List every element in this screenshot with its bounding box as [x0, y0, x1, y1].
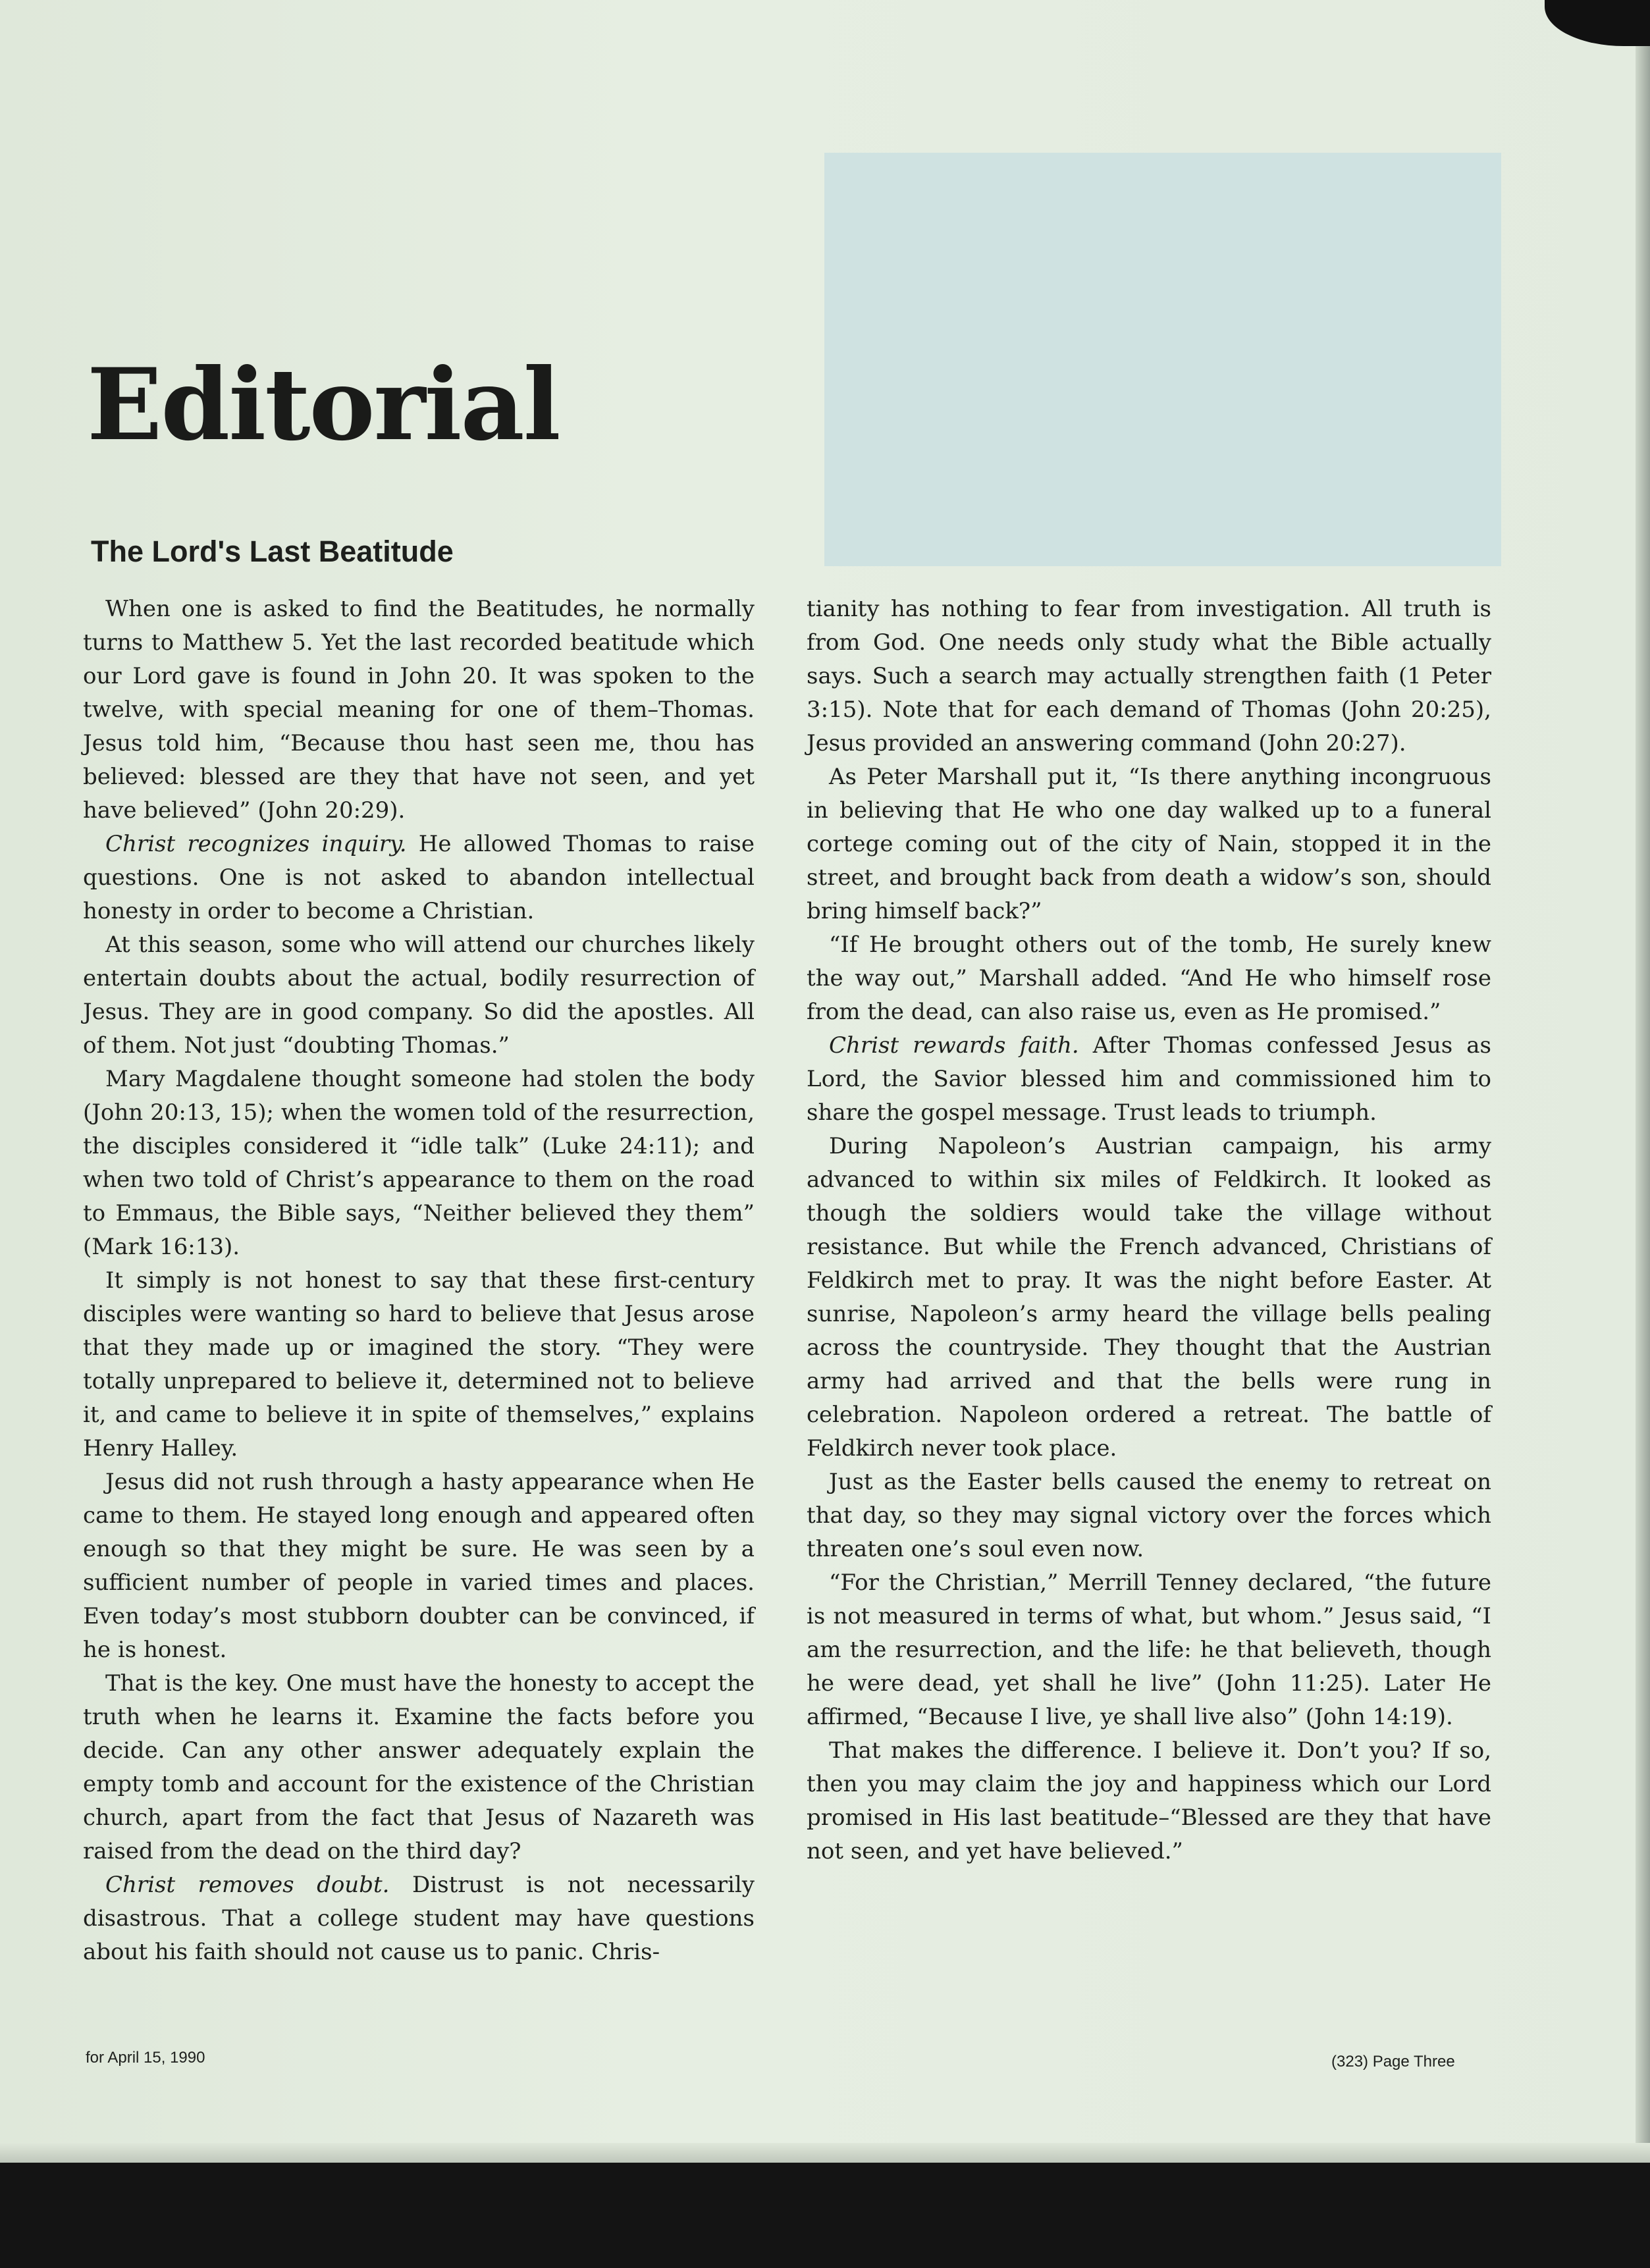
paragraph: When one is asked to find the Beatitudes, he normally turns to Matthew 5. Yet the last recorded beatitude which our Lord gave is found in John 20. It was spoken to the twelve, with special meaning for one of them–Thomas. Jesus told him, “Because thou hast seen me, thou has believed: blessed are they that have not seen, and yet have believed” (John 20:29).: [83, 596, 755, 824]
page-edge-bottom: [0, 2163, 1650, 2268]
paragraph: “If He brought others out of the tomb, He surely knew the way out,” Marshall added. “And He who himself rose from the dead, can also raise us, even as He promised.”: [807, 932, 1491, 1025]
paragraph: Mary Magdalene thought someone had stolen the body (John 20:13, 15); when the women told of the resurrection, the disciples considered it “idle talk” (Luke 24:11); and when two told of Christ’s appearance to them on the road to Emmaus, the Bible says, “Neither believed they them” (Mark 16:13).: [83, 1066, 755, 1260]
article-title: The Lord's Last Beatitude: [91, 535, 454, 568]
paragraph: Christ rewards faith. After Thomas confessed Jesus as Lord, the Savior blessed him and commissioned him to share the gospel message. Trust leads to triumph.: [807, 1032, 1491, 1126]
paragraph: It simply is not honest to say that these first-century disciples were wanting so hard to believe that Jesus arose that they made up or imagined the story. “They were totally unprepared to believe it, determined not to believe it, and came to believe it in spite of themselves,” explains Henry Halley.: [83, 1267, 755, 1462]
paragraph: At this season, some who will attend our churches likely entertain doubts about the actual, bodily resurrection of Jesus. They are in good company. So did the apostles. All of them. Not just “doubting Thomas.”: [83, 932, 755, 1059]
paragraph: Christ recognizes inquiry. He allowed Thomas to raise questions. One is not asked to abandon intellectual honesty in order to become a Christian.: [83, 831, 755, 924]
paragraph: As Peter Marshall put it, “Is there anything incongruous in believing that He who one day walked up to a funeral cortege coming out of the city of Nain, stopped it in the street, and brought back from death a widow’s son, should bring himself back?”: [807, 764, 1491, 924]
paragraph: Christ removes doubt. Distrust is not necessarily disastrous. That a college student may have questions about his faith should not cause us to panic. Chris-: [83, 1872, 755, 1965]
paragraph-lead: Christ removes doubt.: [105, 1872, 390, 1898]
page-heading: Editorial: [87, 347, 560, 463]
decorative-panel: [824, 153, 1501, 566]
paragraph: That makes the difference. I believe it. Don’t you? If so, then you may claim the joy and happiness which our Lord promised in His last beatitude–“Blessed are they that have not seen, and yet have believed.”: [807, 1737, 1491, 1864]
paragraph: During Napoleon’s Austrian campaign, his army advanced to within six miles of Feldkirch. It looked as though the soldiers would take the village without resistance. But while the French advanced, Christians of Feldkirch met to pray. It was the night before Easter. At sunrise, Napoleon’s army heard the village bells pealing across the countryside. They thought that the Austrian army had arrived and that the bells were rung in celebration. Napoleon ordered a retreat. The battle of Feldkirch never took place.: [807, 1133, 1491, 1462]
article-column-right: [807, 593, 1491, 1868]
paragraph: That is the key. One must have the honesty to accept the truth when he learns it. Examine the facts before you decide. Can any other answer adequately explain the empty tomb and account for the existence of the Christian church, apart from the fact that Jesus of Nazareth was raised from the dead on the third day?: [83, 1670, 755, 1864]
paragraph-continuation: tianity has nothing to fear from investigation. All truth is from God. One needs only study what the Bible actually says. Such a search may actually strengthen faith (1 Peter 3:15). Note that for each demand of Thomas (John 20:25), Jesus provided an answering command (John 20:27).: [807, 596, 1491, 756]
paragraph: Just as the Easter bells caused the enemy to retreat on that day, so they may signal victory over the forces which threaten one’s soul even now.: [807, 1469, 1491, 1562]
paragraph-lead: Christ rewards faith.: [829, 1032, 1079, 1059]
paragraph: “For the Christian,” Merrill Tenney declared, “the future is not measured in terms of what, but whom.” Jesus said, “I am the resurrection, and the life: he that believeth, though he were dead, yet shall he live” (John 11:25). Later He affirmed, “Because I live, ye shall live also” (John 14:19).: [807, 1569, 1491, 1730]
article-column-left: [83, 593, 755, 1969]
paragraph: Jesus did not rush through a hasty appearance when He came to them. He stayed long enough and appeared often enough so that they might be sure. He was seen by a sufficient number of people in varied times and places. Even today’s most stubborn doubter can be convinced, if he is honest.: [83, 1469, 755, 1663]
page-edge-right: [1636, 40, 1650, 2146]
footer-issue-date: for April 15, 1990: [86, 2049, 205, 2067]
paragraph-lead: Christ recognizes inquiry.: [105, 831, 407, 857]
footer-page-label: (323) Page Three: [1331, 2053, 1455, 2070]
